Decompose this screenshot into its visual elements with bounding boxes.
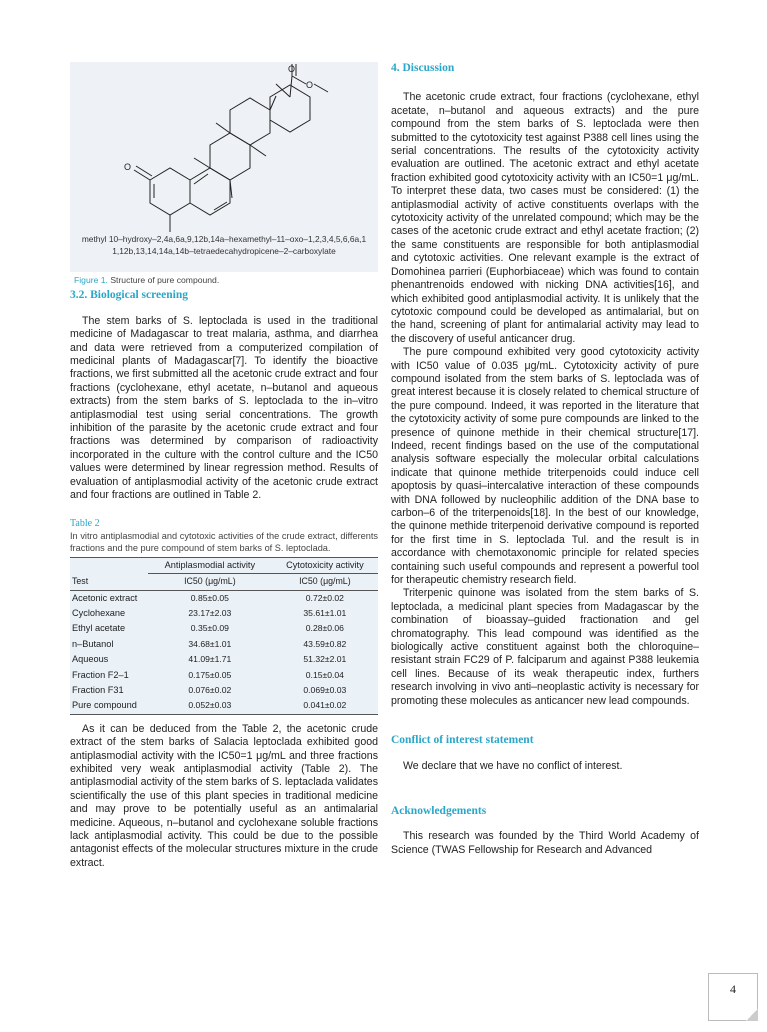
chemical-name-line-1: methyl 10–hydroxy–2,4a,6a,9,12b,14a–hexamethyl–11–oxo–1,2,3,4,5,6,6a,1 xyxy=(81,234,367,244)
table-row xyxy=(70,698,378,714)
table-row xyxy=(70,652,378,667)
row-name: n–Butanol xyxy=(72,638,114,649)
table-unit-antiplasmodial: IC50 (μg/mL) xyxy=(148,574,272,590)
table-header-antiplasmodial: Antiplasmodial activity xyxy=(148,557,272,573)
table-title: Table 2 xyxy=(70,517,100,529)
row-antiplasmodial: 0.175±0.05 xyxy=(188,669,232,680)
figure-label: Figure 1. xyxy=(74,275,108,285)
figure-caption xyxy=(74,274,378,287)
row-name: Aqueous xyxy=(72,654,109,665)
conflict-of-interest-text: We declare that we have no conflict of interest. xyxy=(403,759,623,772)
discussion-paragraph-3: Triterpenic quinone was isolated from the stem barks of S. leptoclada, a medicinal plant species from Madagascar by the combination of bioassay–guided fractionation and gel chromatography. This lead compound was identified as the biologically active constituent against both the chloroquine–resistant strain FC29 of P. falciparum and against P388 leukemia cell lines. Because of its weak therapeutic index, furthers research involving in vivo anti–neoplastic activity is necessary for promoting these molecules as anticancer new lead compounds. xyxy=(391,587,699,707)
row-name: Acetonic extract xyxy=(72,592,138,603)
section-title-biological-screening: 3.2. Biological screening xyxy=(70,289,188,302)
row-antiplasmodial: 0.35±0.09 xyxy=(190,623,229,634)
section-title-discussion: 4. Discussion xyxy=(391,62,455,74)
row-antiplasmodial: 23.17±2.03 xyxy=(188,607,232,618)
row-cytotoxicity: 0.15±0.04 xyxy=(305,669,344,680)
biological-screening-paragraph-2: As it can be deduced from the Table 2, the acetonic crude extract of the stem barks of Salacia leptoclada exhibited good antiplasmodial activity with the IC50=1 μg/mL and three fractions exhibited very weak antiplasmodial activity (Table 2). The antiplasmodial activity of the stem barks of S. leptaclada validates scientifically the use of this plant species in traditional medicine and may prove to be potentially useful as an antimalarial medicine. Aqueous, n–butanol and cyclohexane soluble fractions lack antiplasmodial activity. This could be due to the possible antagonist effects of the molecular structures mixture in the crude extract. xyxy=(70,722,378,869)
row-antiplasmodial: 0.052±0.03 xyxy=(148,698,272,714)
row-name: Fraction F31 xyxy=(72,684,124,695)
table-2 xyxy=(70,557,378,715)
row-antiplasmodial: 0.076±0.02 xyxy=(188,684,232,695)
row-antiplasmodial: 34.68±1.01 xyxy=(188,638,232,649)
table-header-cytotoxicity: Cytotoxicity activity xyxy=(272,557,378,573)
table-row xyxy=(70,683,378,698)
section-title-conflict-of-interest: Conflict of interest statement xyxy=(391,734,534,747)
row-cytotoxicity: 0.041±0.02 xyxy=(272,698,378,714)
row-name: Pure compound xyxy=(70,698,148,714)
atom-oxygen-ketone: O xyxy=(124,162,132,172)
right-column xyxy=(391,62,699,857)
row-cytotoxicity: 0.28±0.06 xyxy=(305,623,344,634)
atom-oxygen-ester: O xyxy=(306,80,314,90)
section-title-acknowledgements: Acknowledgements xyxy=(391,804,487,817)
table-test-label: Test xyxy=(70,574,148,590)
row-name: Ethyl acetate xyxy=(72,623,126,634)
table-row xyxy=(70,606,378,621)
atom-oxygen-carbonyl: O xyxy=(288,64,296,74)
table-row xyxy=(70,668,378,683)
row-antiplasmodial: 41.09±1.71 xyxy=(188,654,232,665)
row-antiplasmodial: 0.85±0.05 xyxy=(190,592,229,603)
row-cytotoxicity: 0.72±0.02 xyxy=(305,592,344,603)
discussion-paragraph-1: The acetonic crude extract, four fractions (cyclohexane, ethyl acetate, n–butanol and aqueous extracts) and the pure compound from the stem barks of S. leptoclada were then submitted to the cytotoxicity test against P388 cell lines using the serial concentrations. The results of the cytotoxicity activity evaluation are outlined. The acetonic extract and ethyl acetate fraction exhibited good cytotoxicity activity with an IC50=1 μg/mL. To interpret these data, two cases must be considered: (1) the antiplasmodial activity of active constituents overlaps with the cytotoxicity activity of the unrelated compound; which may be the cases of the acetonic crude extract and ethyl acetate fraction; (2) the same constituents are responsible for both antiplasmodial and cytotoxic activities. One relevant example is the extract of Domohinea parrieri (Euphorbiaceae) which was found to contain phenantrenoids endowed with nicking DNA activities[16], and which exhibited good antiplasmodial activity. It is unlikely that the cytotoxic compound could be developed as antimalarial, but on the hand, screening of plant for antimalarial activity may lead to the discovery of useful anticancer drug. xyxy=(391,91,699,345)
table-row xyxy=(70,590,378,606)
row-cytotoxicity: 0.069±0.03 xyxy=(303,684,347,695)
table-row xyxy=(70,621,378,636)
left-column xyxy=(70,62,378,870)
table-caption: In vitro antiplasmodial and cytotoxic activities of the crude extract, differents fractions and the pure compound of stem barks of S. leptoclada. xyxy=(70,530,378,554)
row-cytotoxicity: 35.61±1.01 xyxy=(303,607,347,618)
page-number: 4 xyxy=(708,973,758,1021)
row-cytotoxicity: 51.32±2.01 xyxy=(303,654,347,665)
table-unit-cytotoxicity: IC50 (μg/mL) xyxy=(272,574,378,590)
figure-1 xyxy=(70,62,378,272)
acknowledgements-text: This research was founded by the Third World Academy of Science (TWAS Fellowship for Research and Advanced xyxy=(391,830,699,856)
figure-caption-text: Structure of pure compound. xyxy=(110,275,220,285)
discussion-paragraph-2: The pure compound exhibited very good cytotoxicity activity with IC50 value of 0.035 μg/mL. Cytotoxicity activity of pure compound isolated from the stem barks of S. leptoclada was of great interest because it is closely related to chemical structure of the pure compound. Indeed, it was reported in the literature that the cytotoxicity activity of some pure compounds are linked to the presence of quinone methide in their chemical structure[17]. Indeed, recent findings based on the use of the computational analysis software especially the molecular orbital calculations indicate that quinone methide triterpenoids could induce cell apoptosis by quasi–intercalative interaction of these compounds with DNA followed by nucleophilic addition of the DNA base to carbon–6 of the triterpenoids[18]. In the best of our knowledge, the quinone methide triterpenoid derivative compound is reported for the first time in S. leptoclada Tul. and the result is in accordance with chemotaxonomic principle for related species containing such useful compounds and represent a powerful tool for therapeutic chemistry research field. xyxy=(391,346,699,587)
biological-screening-paragraph-1: The stem barks of S. leptoclada is used in the traditional medicine of Madagascar to treat malaria, asthma, and diarrhea and data were retrieved from a computerized compilation of medicinal plants of Madagascar[7]. To identify the bioactive fractions, we first submitted all the acetonic crude extract and four fractions (cyclohexane, ethyl acetate, n–butanol and aqueous extracts) from the stem barks of S. leptoclada to the in–vitro antiplasmodial test using serial concentrations. The growth inhibition of the parasite by the acetonic crude extract and four fractions was determined by comparison of radioactivity incorporated in the culture with the control culture and the IC50 values were determined by linear regression method. Results of evaluation of antiplasmodial activity of the acetonic crude extract and four fractions are outlined in Table 2. xyxy=(70,314,378,502)
chemical-name xyxy=(70,233,378,257)
row-name: Fraction F2–1 xyxy=(72,669,129,680)
table-row xyxy=(70,637,378,652)
chemical-name-line-2: 1,12b,13,14,14a,14b–tetraedecahydropicene–2–carboxylate xyxy=(112,246,336,256)
row-name: Cyclohexane xyxy=(72,607,126,618)
row-cytotoxicity: 43.59±0.82 xyxy=(303,638,347,649)
